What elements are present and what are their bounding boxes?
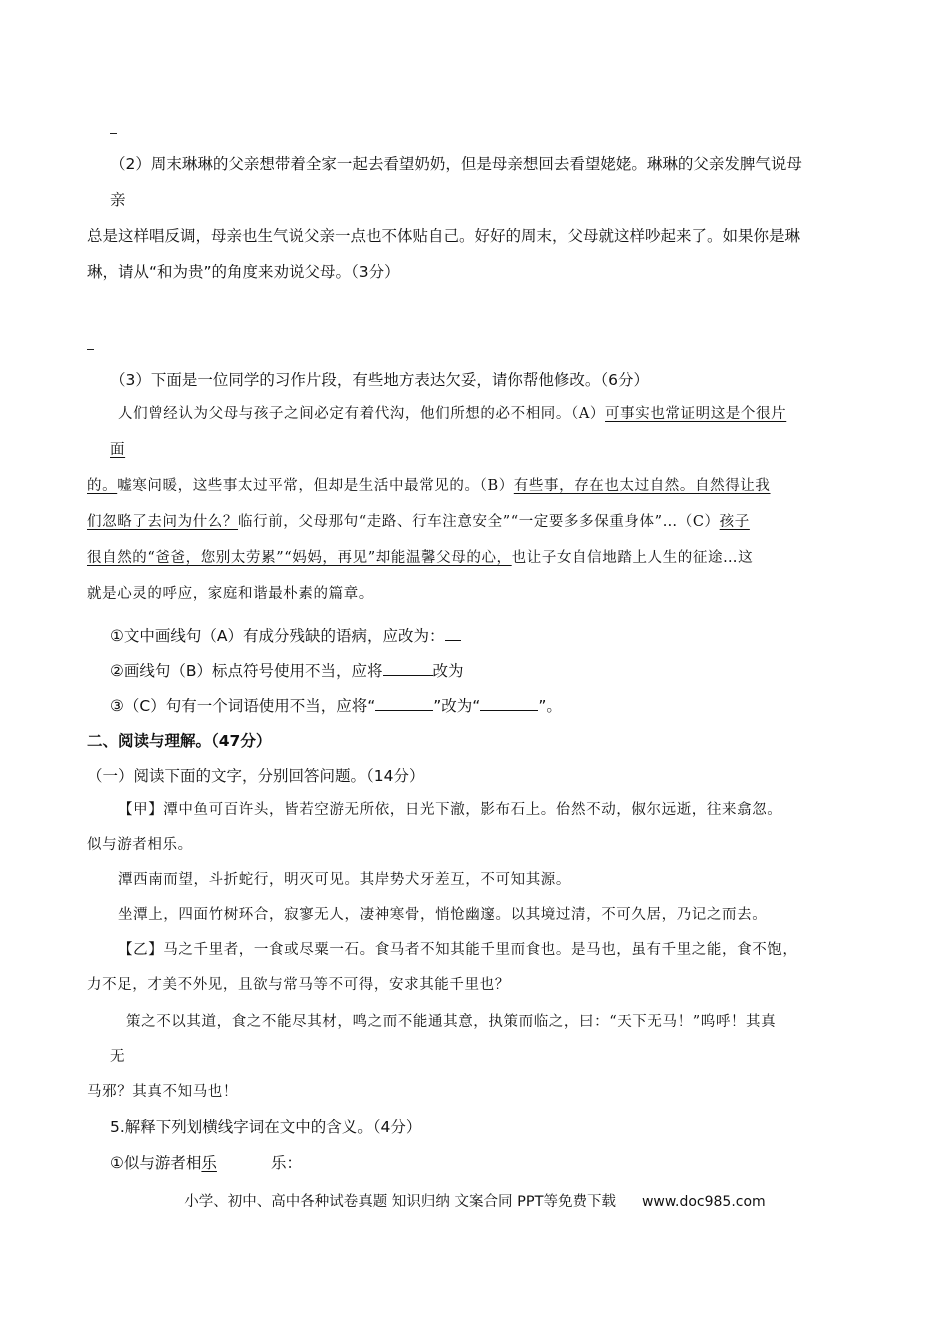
underlined-sentence-c-end: 很自然的“爸爸，您别太劳累”“妈妈，再见”却能温馨父母的心， xyxy=(87,550,512,566)
q3-passage-text: 嘘寒问暖，这些事太过平常，但却是生活中最常见的。（B） xyxy=(117,478,514,494)
q3-passage-line-2 xyxy=(110,439,125,461)
passage-jia-line-3: 潭西南而望，斗折蛇行，明灭可见。其岸势犬牙差互，不可知其源。 xyxy=(118,872,571,888)
q2-line-3: 总是这样唱反调，母亲也生气说父亲一点也不体贴自己。好好的周末，父母就这样吵起来了。如果你是琳 xyxy=(87,227,801,245)
passage-jia-line-1: 【甲】潭中鱼可百许头，皆若空游无所依，日光下澈，影布石上。佁然不动，俶尔远逝，往来翕忽。 xyxy=(118,802,783,818)
q3-passage-text: 临行前，父母那句“走路、行车注意安全”“一定要多多保重身体”…（C） xyxy=(238,514,720,530)
q3-passage-line-3 xyxy=(87,475,771,497)
passage-yi-line-5: 马邪？其真不知马也！ xyxy=(87,1084,238,1100)
q5-item-1-label: 乐： xyxy=(271,1154,303,1172)
passage-jia-line-2: 似与游者相乐。 xyxy=(87,837,193,853)
footer-text: 小学、初中、高中各种试卷真题 知识归纳 文案合同 PPT等免费下载 xyxy=(184,1194,616,1210)
q3-passage-line-1 xyxy=(118,403,786,425)
answer-blank[interactable] xyxy=(375,695,433,711)
answer-line-mark xyxy=(87,349,94,350)
section-2-subtitle: （一）阅读下面的文字，分别回答问题。（14分） xyxy=(87,767,425,785)
passage-yi-line-1: 【乙】马之千里者，一食或尽粟一石。食马者不知其能千里而食也。是马也，虽有千里之能，食不饱， xyxy=(118,942,798,958)
q3-item-3-text: ③（C）句有一个词语使用不当，应将“ xyxy=(110,697,376,715)
underlined-sentence-a-cont: 面 xyxy=(110,442,126,458)
q2-line-1: （2）周末琳琳的父亲想带着全家一起去看望奶奶，但是母亲想回去看望姥姥。琳琳的父亲发脾气说母 xyxy=(110,155,802,173)
answer-blank[interactable] xyxy=(480,695,538,711)
underlined-sentence-a-end: 的。 xyxy=(87,478,118,494)
answer-line-mark xyxy=(110,133,117,134)
passage-yi-line-3: 策之不以其道，食之不能尽其材，鸣之而不能通其意，执策而临之，曰：“天下无马！”呜呼！其真 xyxy=(126,1014,777,1030)
q3-item-2 xyxy=(110,660,464,682)
q5-item-1 xyxy=(110,1152,217,1174)
footer xyxy=(0,1191,950,1213)
q3-title: （3）下面是一位同学的习作片段，有些地方表达欠妥，请你帮他修改。（6分） xyxy=(110,371,649,389)
underlined-sentence-c: 孩子 xyxy=(719,514,750,530)
q5-item-1-underlined-word: 乐 xyxy=(201,1154,217,1172)
q3-item-2-text: 改为 xyxy=(432,662,464,680)
q3-passage-text: 也让子女自信地踏上人生的征途…这 xyxy=(511,550,754,566)
q3-item-1-text: ①文中画线句（A）有成分残缺的语病，应改为： xyxy=(110,627,445,645)
q5-item-1-text: ①似与游者相 xyxy=(110,1154,202,1172)
passage-jia-line-4: 坐潭上，四面竹树环合，寂寥无人，凄神寒骨，悄怆幽邃。以其境过清，不可久居，乃记之而去。 xyxy=(118,907,768,923)
q3-passage-line-5 xyxy=(87,547,753,569)
q3-passage-line-4 xyxy=(87,511,750,533)
underlined-sentence-a: 可事实也常证明这是个很片 xyxy=(605,406,787,422)
passage-yi-line-4: 无 xyxy=(110,1049,126,1065)
answer-blank[interactable] xyxy=(445,625,461,641)
passage-yi-line-2: 力不足，才美不外见，且欲与常马等不可得，安求其能千里也？ xyxy=(87,977,510,993)
q5-title: 5.解释下列划横线字词在文中的含义。（4分） xyxy=(110,1118,422,1136)
q3-item-3 xyxy=(110,695,562,717)
section-2-title: 二、阅读与理解。（47分） xyxy=(87,732,272,750)
answer-blank[interactable] xyxy=(383,660,433,676)
q3-item-1 xyxy=(110,625,461,647)
underlined-sentence-b-end: 们忽略了去问为什么？ xyxy=(87,514,238,530)
footer-url[interactable]: www.doc985.com xyxy=(641,1194,766,1210)
q3-item-3-text: ”。 xyxy=(538,697,562,715)
q2-line-4: 琳，请从“和为贵”的角度来劝说父母。（3分） xyxy=(87,263,400,281)
q3-passage-line-6: 就是心灵的呼应，家庭和谐最朴素的篇章。 xyxy=(87,586,374,602)
q3-item-2-text: ②画线句（B）标点符号使用不当，应将 xyxy=(110,662,383,680)
q3-passage-text: 人们曾经认为父母与孩子之间必定有着代沟，他们所想的必不相同。（A） xyxy=(118,406,606,422)
q2-line-2: 亲 xyxy=(110,191,126,209)
underlined-sentence-b: 有些事，存在也太过自然。自然得让我 xyxy=(513,478,771,494)
q3-item-3-text: ”改为“ xyxy=(433,697,481,715)
